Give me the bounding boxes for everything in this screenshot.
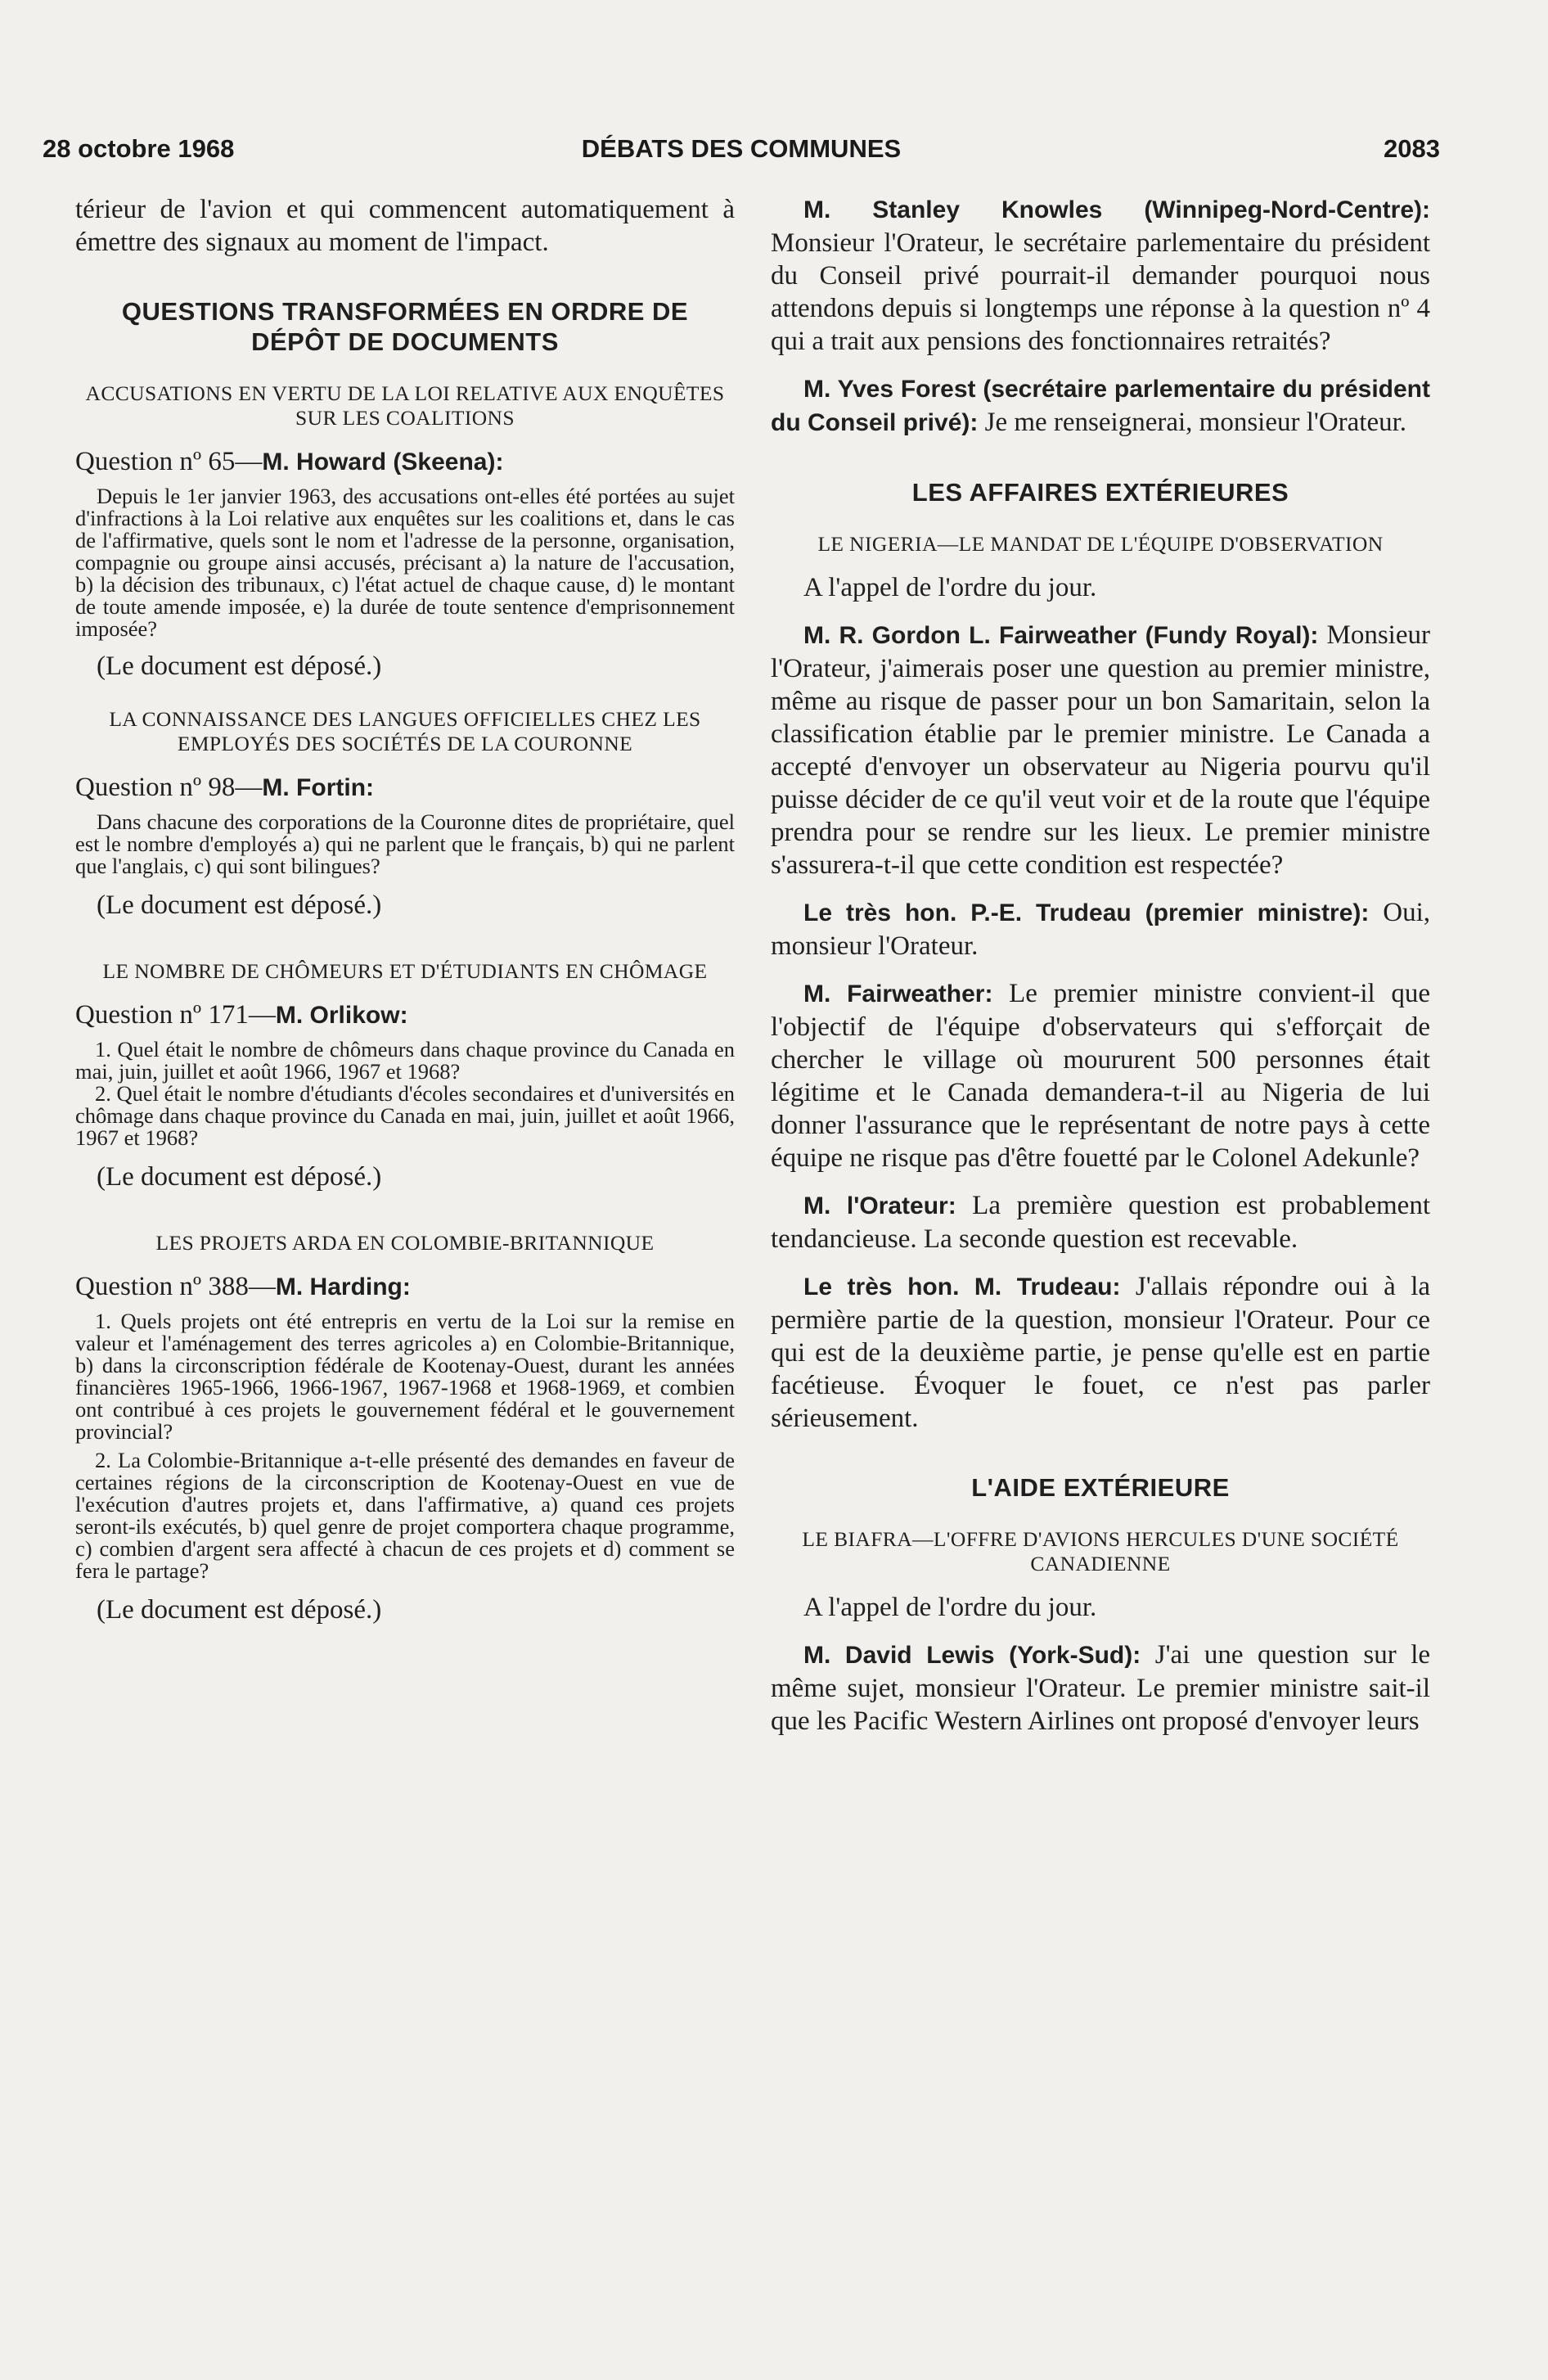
q388-heading: LES PROJETS ARDA EN COLOMBIE-BRITANNIQUE [155, 1231, 655, 1255]
knowles-paragraph [771, 193, 1430, 358]
q65-text: Depuis le 1er janvier 1963, des accusations ont-elles été portées au sujet d'infractions à la Loi relative aux enquêtes sur les coalitions et, dans le cas de l'affirmative, quels sont le nom et l'adresse de la personne, organisation, compagnie ou groupe ainsi accusés, précisant a) la nature de l'accusation, b) la décision des tribunaux, c) l'état actuel de chaque cause, d) le montant de toute amende imposée, e) la durée de toute sentence d'emprisonnement imposée? [75, 484, 735, 641]
trudeau-speaker-1: Le très hon. P.-E. Trudeau (premier ministre): [803, 899, 1370, 926]
q98-prefix: Question nº 98— [75, 773, 263, 802]
q388-line [75, 1270, 735, 1304]
fairweather-text: Monsieur l'Orateur, j'aimerais poser une question au premier ministre, même au risque de passer pour un bon Samaritain, selon la classification établie par le premier ministre. Le Canada a accepté d'envoyer un observateur au Nigeria pourvu qu'il puisse décider de ce qu'il veut voir et de la route que l'équipe prendra pour se rendre sur les lieux. Le premier ministre s'assurera-t-il que cette condition est respectée? [771, 620, 1430, 880]
section-heading-questions: QUESTIONS TRANSFORMÉES EN ORDRE DE DÉPÔT DE DOCUMENTS [121, 297, 689, 356]
order-of-day-2: A l'appel de l'ordre du jour. [803, 1593, 1097, 1622]
q388-deposited: (Le document est déposé.) [97, 1595, 382, 1625]
header-page-number: 2083 [1384, 134, 1440, 163]
q65-deposited: (Le document est déposé.) [97, 651, 382, 681]
knowles-speaker: M. Stanley Knowles (Winnipeg-Nord-Centre): [803, 196, 1430, 223]
q171-speaker: M. Orlikow: [275, 1002, 408, 1029]
q388-prefix: Question nº 388— [75, 1272, 276, 1301]
q171-item-1: 1. Quel était le nombre de chômeurs dans chaque province du Canada en mai, juin, juillet et août 1966, 1967 et 1968? [75, 1037, 735, 1084]
forest-paragraph [771, 372, 1430, 439]
fairweather-speaker-2: M. Fairweather: [803, 980, 993, 1007]
fairweather-speaker: M. R. Gordon L. Fairweather (Fundy Royal): [803, 622, 1319, 649]
trudeau-paragraph-1 [771, 896, 1430, 962]
q98-deposited: (Le document est déposé.) [97, 890, 382, 920]
q171-item-2: 2. Quel était le nombre d'étudiants d'écoles secondaires et d'universités en chômage dans chaque province du Canada en mai, juin, juillet et août 1966, 1967 et 1968? [75, 1081, 735, 1150]
intro-paragraph: térieur de l'avion et qui commencent automatiquement à émettre des signaux au moment de l'impact. [75, 195, 735, 257]
trudeau-text-1: Oui, monsieur l'Orateur. [771, 898, 1430, 961]
lewis-speaker: M. David Lewis (York-Sud): [803, 1642, 1141, 1669]
lewis-paragraph [771, 1639, 1430, 1738]
orateur-speaker: M. l'Orateur: [803, 1192, 956, 1219]
page-header [43, 134, 1440, 174]
q98-speaker: M. Fortin: [262, 774, 375, 801]
knowles-text: Monsieur l'Orateur, le secrétaire parlementaire du président du Conseil privé pourrait-il demander pourquoi nous attendons depuis si longtemps une réponse à la question nº 4 qui a trait aux pensions des fonctionnaires retraités? [771, 228, 1430, 356]
q98-line [75, 771, 735, 805]
q388-speaker: M. Harding: [275, 1273, 411, 1300]
q388-item-1: 1. Quels projets ont été entrepris en vertu de la Loi sur la remise en valeur et l'aménagement des terres agricoles a) en Colombie-Britannique, b) dans la circonscription fédérale de Kootenay-Ouest, durant les années financières 1965-1966, 1966-1967, 1967-1968 et 1968-1969, et combien ont contribué à ces projets le gouvernement fédéral et le gouvernement provincial? [75, 1309, 735, 1444]
header-date: 28 octobre 1968 [43, 134, 235, 163]
forest-speaker: M. Yves Forest (secrétaire parlementaire du président du Conseil privé): [771, 376, 1430, 436]
trudeau-text-2: J'allais répondre oui à la permière partie de la question, monsieur l'Orateur. Pour ce qui est de la deuxième partie, je pense qu'elle est en partie facétieuse. Évoquer le fouet, ce n'est pas parler sérieusement. [771, 1272, 1431, 1433]
fairweather-text-2: Le premier ministre convient-il que l'objectif de l'équipe d'observateurs qui s'efforçait de chercher le village où moururent 500 personnes était légitime et le Canada demandera-t-il au Nigeria de lui donner l'assurance que le représentant de notre pays à cette équipe ne risque pas d'être fouetté par le Colonel Adekunle? [771, 979, 1430, 1173]
right-column [771, 193, 1430, 1738]
section-heading-aide-exterieure: L'AIDE EXTÉRIEURE [971, 1473, 1230, 1502]
q98-text: Dans chacune des corporations de la Couronne dites de propriétaire, quel est le nombre d'employés a) qui ne parlent que le français, b) qui ne parlent que l'anglais, c) qui sont bilingues? [75, 809, 735, 878]
q171-heading: LE NOMBRE DE CHÔMEURS ET D'ÉTUDIANTS EN CHÔMAGE [102, 959, 708, 983]
biafra-subheading: LE BIAFRA—L'OFFRE D'AVIONS HERCULES D'UNE SOCIÉTÉ CANADIENNE [802, 1527, 1399, 1575]
header-title: DÉBATS DES COMMUNES [581, 134, 902, 163]
fairweather-paragraph-2 [771, 977, 1430, 1174]
orateur-text: La première question est probablement tendancieuse. La seconde question est recevable. [771, 1191, 1430, 1254]
left-column [75, 193, 735, 1626]
q388-item-2: 2. La Colombie-Britannique a-t-elle présenté des demandes en faveur de certaines régions de la circonscription de Kootenay-Ouest en vue de l'exécution d'autres projets et, dans l'affirmative, a) quand ces projets seront-ils exécutés, b) quel genre de projet comportera chaque programme, c) combien d'argent sera affecté à chacun de ces projets et d) comment se fera le partage? [75, 1448, 735, 1583]
orateur-paragraph [771, 1189, 1430, 1255]
section-heading-affaires-exterieures: LES AFFAIRES EXTÉRIEURES [911, 478, 1289, 507]
q65-heading: ACCUSATIONS EN VERTU DE LA LOI RELATIVE AUX ENQUÊTES SUR LES COALITIONS [85, 381, 725, 430]
q65-speaker: M. Howard (Skeena): [262, 449, 504, 476]
nigeria-subheading: LE NIGERIA—LE MANDAT DE L'ÉQUIPE D'OBSERVATION [817, 532, 1384, 556]
q65-line [75, 445, 735, 479]
order-of-day-1: A l'appel de l'ordre du jour. [803, 573, 1097, 602]
q171-line [75, 998, 735, 1032]
q65-prefix: Question nº 65— [75, 447, 263, 476]
q171-deposited: (Le document est déposé.) [97, 1162, 382, 1192]
forest-text: Je me renseignerai, monsieur l'Orateur. [984, 408, 1407, 437]
q171-prefix: Question nº 171— [75, 1000, 276, 1030]
q98-heading: LA CONNAISSANCE DES LANGUES OFFICIELLES CHEZ LES EMPLOYÉS DES SOCIÉTÉS DE LA COURONNE [109, 707, 701, 755]
trudeau-speaker-2: Le très hon. M. Trudeau: [803, 1273, 1121, 1300]
fairweather-paragraph [771, 619, 1430, 881]
lewis-text: J'ai une question sur le même sujet, monsieur l'Orateur. Le premier ministre sait-il que les Pacific Western Airlines ont proposé d'envoyer leurs [771, 1640, 1431, 1736]
trudeau-paragraph-2 [771, 1270, 1430, 1435]
